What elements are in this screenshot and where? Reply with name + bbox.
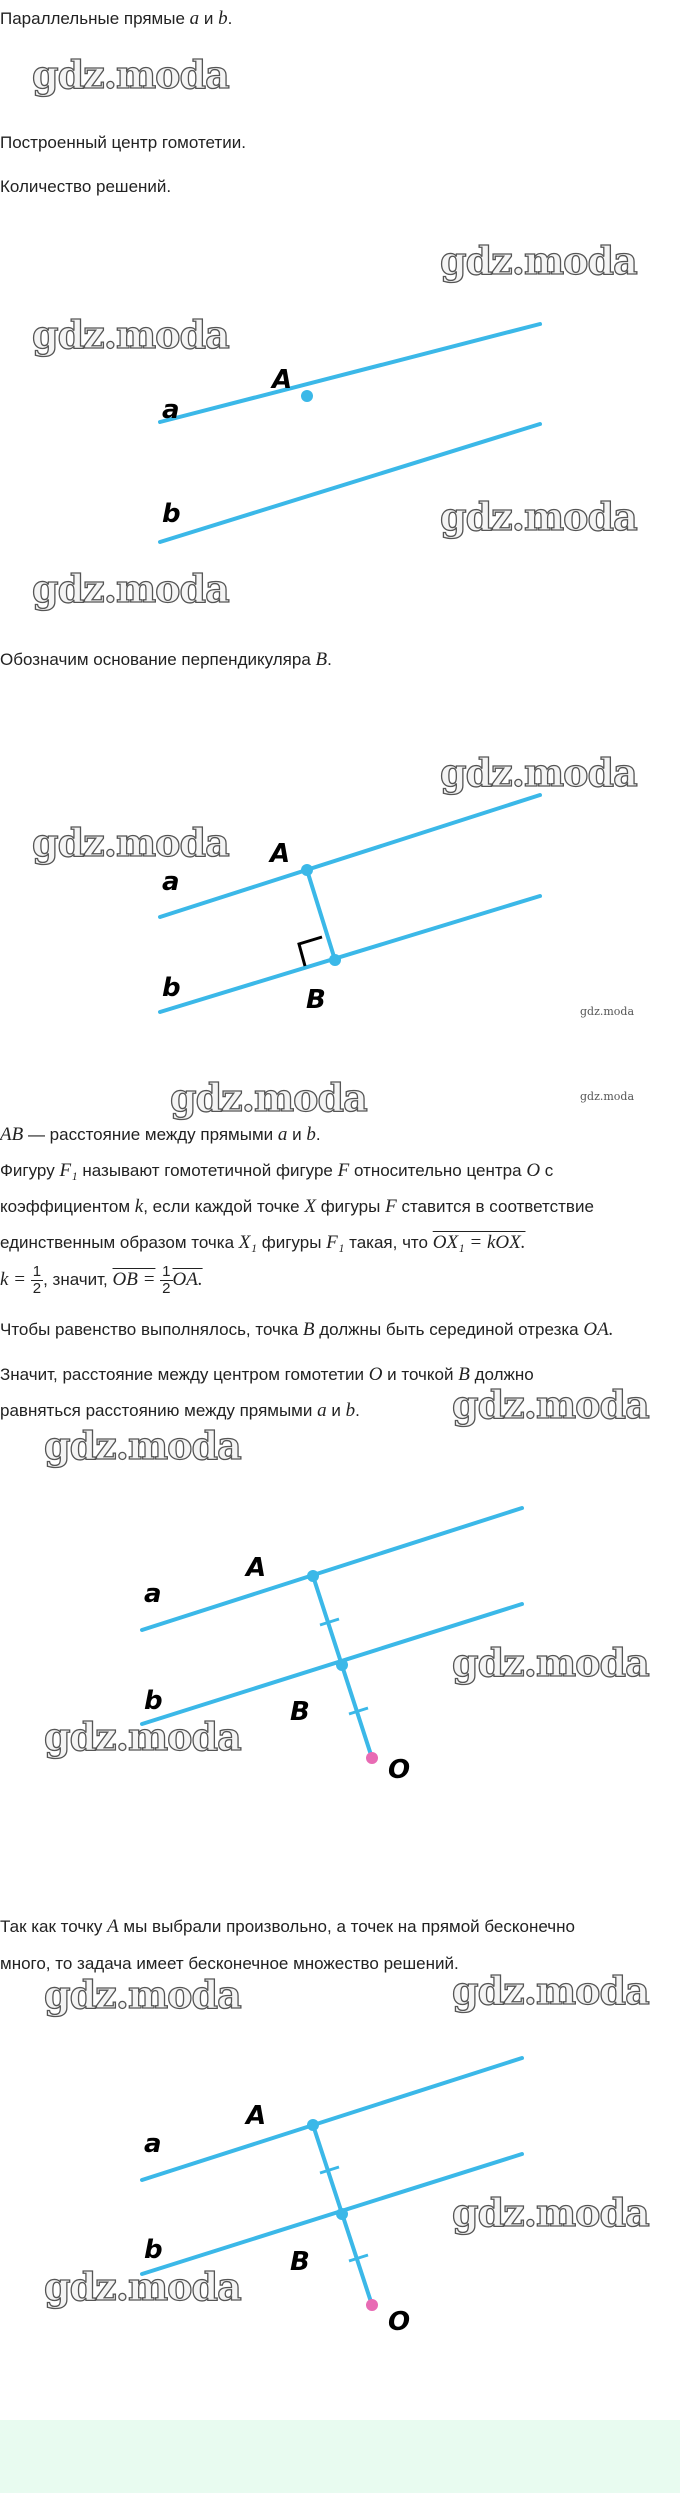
watermark: gdz.moda: [452, 2190, 649, 2235]
label-a: a: [162, 395, 180, 425]
watermark: gdz.moda: [440, 750, 637, 795]
watermark: gdz.moda: [44, 2264, 241, 2309]
point-o: [366, 2299, 378, 2311]
para-solutions: Количество решений.: [0, 177, 172, 196]
label-A: A: [272, 365, 293, 395]
watermark: gdz.moda: [32, 566, 229, 611]
watermark: gdz.moda: [440, 238, 637, 283]
watermark: gdz.moda: [452, 1640, 649, 1685]
label-B: B: [290, 2247, 310, 2277]
para-def-1: Фигуру F₁ называют гомотетичной фигуре F относительно центра O с: [0, 1160, 554, 1181]
label-O: O: [388, 1755, 411, 1785]
para-parallel-lines: Параллельные прямые a и b.: [0, 8, 233, 29]
label-b: b: [162, 499, 181, 529]
fraction-one-half-2: $\frac{1}{2}$: [162, 1263, 171, 1298]
label-a: a: [144, 1579, 162, 1609]
fraction-one-half: $\frac{1}{2}$: [32, 1263, 42, 1298]
watermark: gdz.moda: [170, 1075, 367, 1120]
para-infinite: много, то задача имеет бесконечное множество решений.: [0, 1954, 459, 1973]
watermark: gdz.moda: [32, 820, 229, 865]
watermark-small: gdz.moda: [580, 1090, 635, 1103]
watermark: gdz.moda: [32, 312, 229, 357]
para-k-value: k = $\frac{1}{2}$ , значит, OB = $\frac{1}{2}$ OA.: [0, 1263, 203, 1298]
para-def-2: коэффициентом k, если каждой точке X фигуры F ставится в соответствие: [0, 1196, 594, 1217]
label-A: A: [246, 2101, 267, 2131]
watermark: gdz.moda: [440, 494, 637, 539]
footer-bar: [0, 2420, 680, 2493]
label-a: a: [144, 2129, 162, 2159]
para-distance-center-1: Значит, расстояние между центром гомотетии O и точкой B должно: [0, 1364, 534, 1385]
label-b: b: [162, 973, 181, 1003]
para-distance-center-2: равняться расстоянию между прямыми a и b.: [0, 1400, 360, 1421]
line-a: [142, 2058, 522, 2180]
watermark: gdz.moda: [44, 1972, 241, 2017]
watermark: gdz.moda: [452, 1382, 649, 1427]
para-perpendicular: Обозначим основание перпендикуляра B.: [0, 649, 332, 670]
para-distance: AB — расстояние между прямыми a и b.: [0, 1124, 321, 1145]
watermark: gdz.moda: [32, 52, 229, 97]
watermark: gdz.moda: [452, 1968, 649, 2013]
para-def-3: единственным образом точка X₁ фигуры F₁ такая, что OX₁ = kOX.: [0, 1232, 526, 1253]
label-a: a: [162, 867, 180, 897]
label-A: A: [270, 839, 291, 869]
point-b: [336, 2208, 348, 2220]
para-arbitrary-a: Так как точку A мы выбрали произвольно, а точек на прямой бесконечно: [0, 1916, 575, 1937]
label-B: B: [306, 985, 326, 1015]
label-A: A: [246, 1553, 267, 1583]
label-b: b: [144, 1686, 163, 1716]
label-O: O: [388, 2307, 411, 2337]
label-B: B: [290, 1697, 310, 1727]
watermark: gdz.moda: [44, 1423, 241, 1468]
watermark: gdz.moda: [44, 1714, 241, 1759]
watermark-small: gdz.moda: [580, 1005, 635, 1018]
para-midpoint: Чтобы равенство выполнялось, точка B должны быть серединой отрезка OA.: [0, 1319, 614, 1340]
label-b: b: [144, 2235, 163, 2265]
point-a: [307, 2119, 319, 2131]
para-center: Построенный центр гомотетии.: [0, 133, 246, 152]
